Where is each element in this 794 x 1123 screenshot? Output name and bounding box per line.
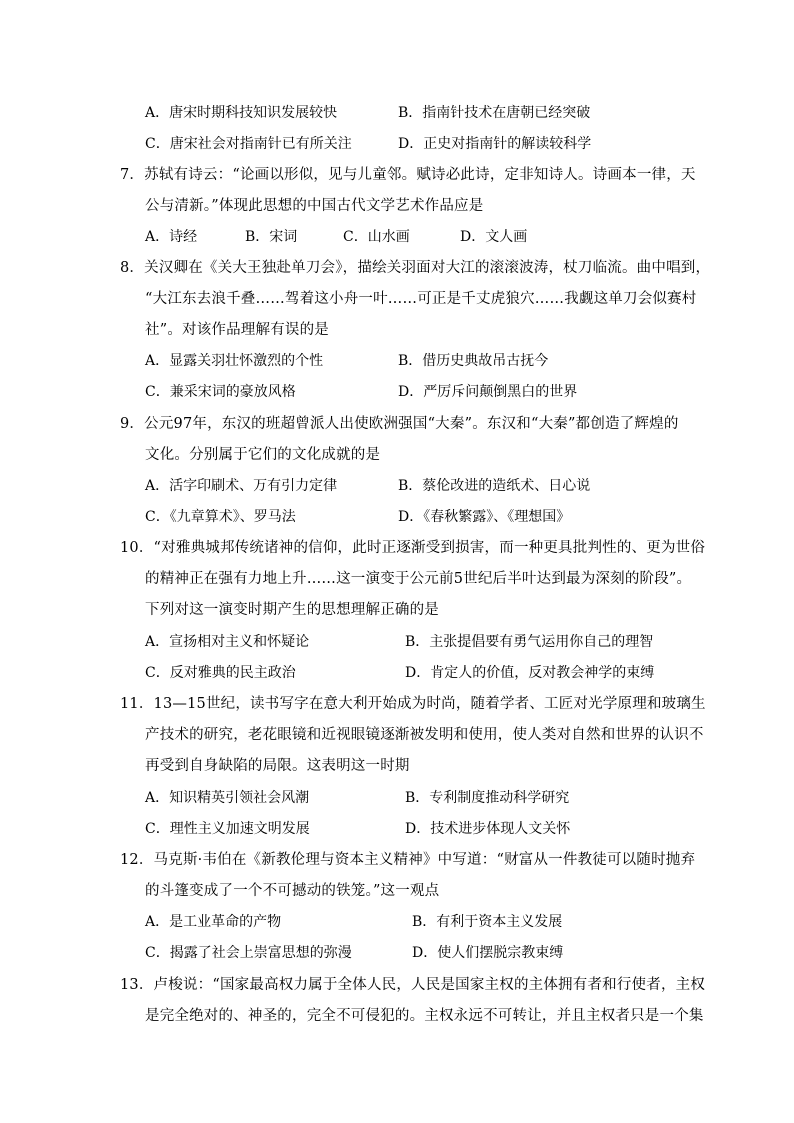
q8-option-c: C．兼采宋词的豪放风格: [145, 384, 296, 400]
q10-option-b: B．主张提倡要有勇气运用你自己的理智: [405, 634, 654, 650]
q7-option-d: D．文人画: [460, 229, 528, 245]
q13-stem-line-2: 是完全绝对的、神圣的，完全不可侵犯的。主权永远不可转让，并且主权者只是一个集: [145, 1008, 704, 1024]
q7-option-a: A．诗经: [145, 229, 198, 245]
q7-stem-line-1: 7．苏轼有诗云：“论画以形似，见与儿童邻。赋诗必此诗，定非知诗人。诗画本一律，天: [120, 167, 696, 183]
q9-option-d: D．《春秋繁露》、《理想国》: [398, 509, 571, 525]
q10-option-c: C．反对雅典的民主政治: [145, 665, 296, 681]
q8-stem-line-2: “大江东去浪千叠……驾着这小舟一叶……可正是千丈虎狼穴……我觑这单刀会似赛村: [145, 291, 697, 307]
q13-stem-line-1: 13．卢梭说：“国家最高权力属于全体人民，人民是国家主权的主体拥有者和行使者，主权: [120, 977, 706, 993]
q7-option-c: C．山水画: [343, 229, 410, 245]
q8-option-a: A．显露关羽壮怀激烈的个性: [145, 353, 324, 369]
q10-stem-line-3: 下列对这一演变时期产生的思想理解正确的是: [145, 602, 439, 618]
q6-option-a: A．唐宋时期科技知识发展较快: [145, 105, 338, 121]
q11-stem-line-2: 产技术的研究，老花眼镜和近视眼镜逐渐被发明和使用，使人类对自然和世界的认识不: [145, 727, 704, 743]
q9-option-b: B．蔡伦改进的造纸术、日心说: [398, 478, 591, 494]
q9-stem-line-2: 文化。分别属于它们的文化成就的是: [145, 447, 381, 463]
q10-option-a: A．宣扬相对主义和怀疑论: [145, 634, 310, 650]
q10-stem-line-1: 10．“对雅典城邦传统诸神的信仰，此时正逐渐受到损害，而一种更具批判性的、更为世俗: [120, 540, 706, 556]
q11-option-d: D．技术进步体现人文关怀: [405, 821, 571, 837]
q11-stem-line-3: 再受到自身缺陷的局限。这表明这一时期: [145, 758, 410, 774]
q11-stem-line-1: 11．13—15世纪，读书写字在意大利开始成为时尚，随着学者、工匠对光学原理和玻璃生: [120, 696, 706, 712]
q12-stem-line-1: 12．马克斯·韦伯在《新教伦理与资本主义精神》中写道：“财富从一件教徒可以随时抛弃: [120, 852, 696, 868]
q9-option-c: C．《九章算术》、罗马法: [145, 509, 296, 525]
q7-stem-line-2: 公与清新。”体现此思想的中国古代文学艺术作品应是: [145, 198, 484, 214]
q12-option-d: D．使人们摆脱宗教束缚: [412, 945, 564, 961]
q12-option-b: B．有利于资本主义发展: [412, 914, 563, 930]
q8-option-b: B．借历史典故吊古抚今: [398, 353, 549, 369]
q11-option-a: A．知识精英引领社会风潮: [145, 790, 310, 806]
q12-option-a: A．是工业革命的产物: [145, 914, 282, 930]
q9-option-a: A．活字印刷术、万有引力定律: [145, 478, 338, 494]
q6-option-d: D．正史对指南针的解读较科学: [398, 136, 592, 152]
q8-stem-line-1: 8．关汉卿在《关大王独赴单刀会》，描绘关羽面对大江的滚滚波涛，杖刀临流。曲中唱到，: [120, 260, 711, 276]
q11-option-b: B．专利制度推动科学研究: [405, 790, 570, 806]
q7-option-b: B．宋词: [245, 229, 298, 245]
q10-stem-line-2: 的精神正在强有力地上升……这一演变于公元前5世纪后半叶达到最为深刻的阶段”。: [145, 571, 692, 587]
q8-option-d: D．严厉斥问颠倒黑白的世界: [398, 384, 578, 400]
q6-option-b: B．指南针技术在唐朝已经突破: [398, 105, 591, 121]
q12-stem-line-2: 的斗篷变成了一个不可撼动的铁笼。”这一观点: [145, 883, 440, 899]
q8-stem-line-3: 社”。对该作品理解有误的是: [145, 322, 330, 338]
q11-option-c: C．理性主义加速文明发展: [145, 821, 310, 837]
q10-option-d: D．肯定人的价值，反对教会神学的束缚: [405, 665, 655, 681]
q12-option-c: C．揭露了社会上崇富思想的弥漫: [145, 945, 352, 961]
q9-stem-line-1: 9．公元97年，东汉的班超曾派人出使欧洲强国“大秦”。东汉和“大秦”都创造了辉煌的: [120, 416, 679, 432]
q6-option-c: C．唐宋社会对指南针已有所关注: [145, 136, 352, 152]
